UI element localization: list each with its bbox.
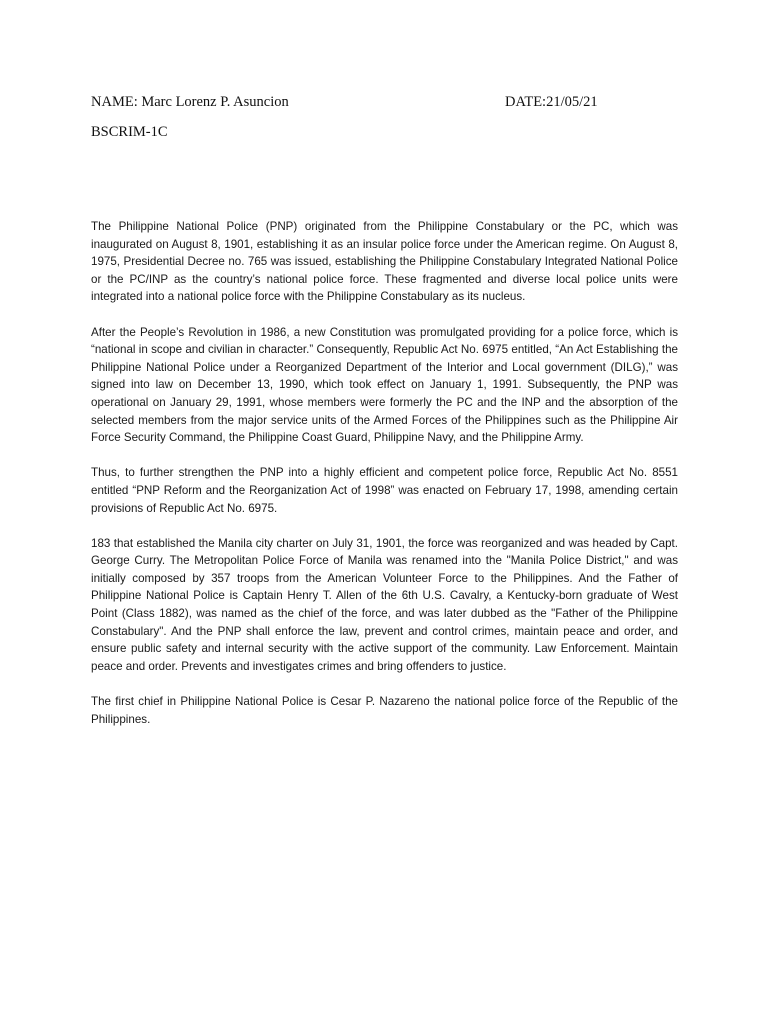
paragraph-reform-act: Thus, to further strengthen the PNP into a highly efficient and competent police force, Republic Act No. 8551 entitled “PNP Reform and the Reorganization Act of 1998” was enacted on February 17, 1998, amending certain provisions of Republic Act No. 6975.: [91, 466, 678, 515]
course-section: BSCRIM-1C: [91, 124, 168, 140]
essay-body: [91, 218, 678, 746]
paragraph-first-chief: The first chief in Philippine National Police is Cesar P. Nazareno the national police force of the Republic of the Philippines.: [91, 695, 678, 726]
paragraph-constitution: After the People’s Revolution in 1986, a new Constitution was promulgated providing for a police force, which is “national in scope and civilian in character.” Consequently, Republic Act No. 6975 entitled, “An Act Establishing the Philippine National Police under a Reorganized Department of the Interior and Local government (DILG),” was signed into law on December 13, 1990, which took effect on January 1, 1991. Subsequently, the PNP was operational on January 29, 1991, whose members were formerly the PC and the INP and the absorption of the selected members from the major service units of the Armed Forces of the Philippines such as the Philippine Air Force Security Command, the Philippine Coast Guard, Philippine Navy, and the Philippine Army.: [91, 325, 678, 445]
document-date: DATE:21/05/21: [505, 94, 598, 110]
paragraph-history: 183 that established the Manila city charter on July 31, 1901, the force was reorganized and was headed by Capt. George Curry. The Metropolitan Police Force of Manila was renamed into the "Manila Police District," and was initially composed by 357 troops from the American Volunteer Force to the Philippines. And the Father of Philippine National Police is Captain Henry T. Allen of the 6th U.S. Cavalry, a Kentucky-born graduate of West Point (Class 1882), was named as the chief of the force, and was later dubbed as the "Father of the Philippine Constabulary". And the PNP shall enforce the law, prevent and control crimes, maintain peace and order, and ensure public safety and internal security with the active support of the community. Law Enforcement. Maintain peace and order. Prevents and investigates crimes and bring offenders to justice.: [91, 536, 678, 673]
student-name: NAME: Marc Lorenz P. Asuncion: [91, 94, 289, 110]
paragraph-origin: The Philippine National Police (PNP) originated from the Philippine Constabulary or the PC, which was inaugurated on August 8, 1901, establishing it as an insular police force under the American regime. On August 8, 1975, Presidential Decree no. 765 was issued, establishing the Philippine Constabulary Integrated National Police or the PC/INP as the country’s national police force. These fragmented and diverse local police units were integrated into a national police force with the Philippine Constabulary as its nucleus.: [91, 220, 678, 304]
